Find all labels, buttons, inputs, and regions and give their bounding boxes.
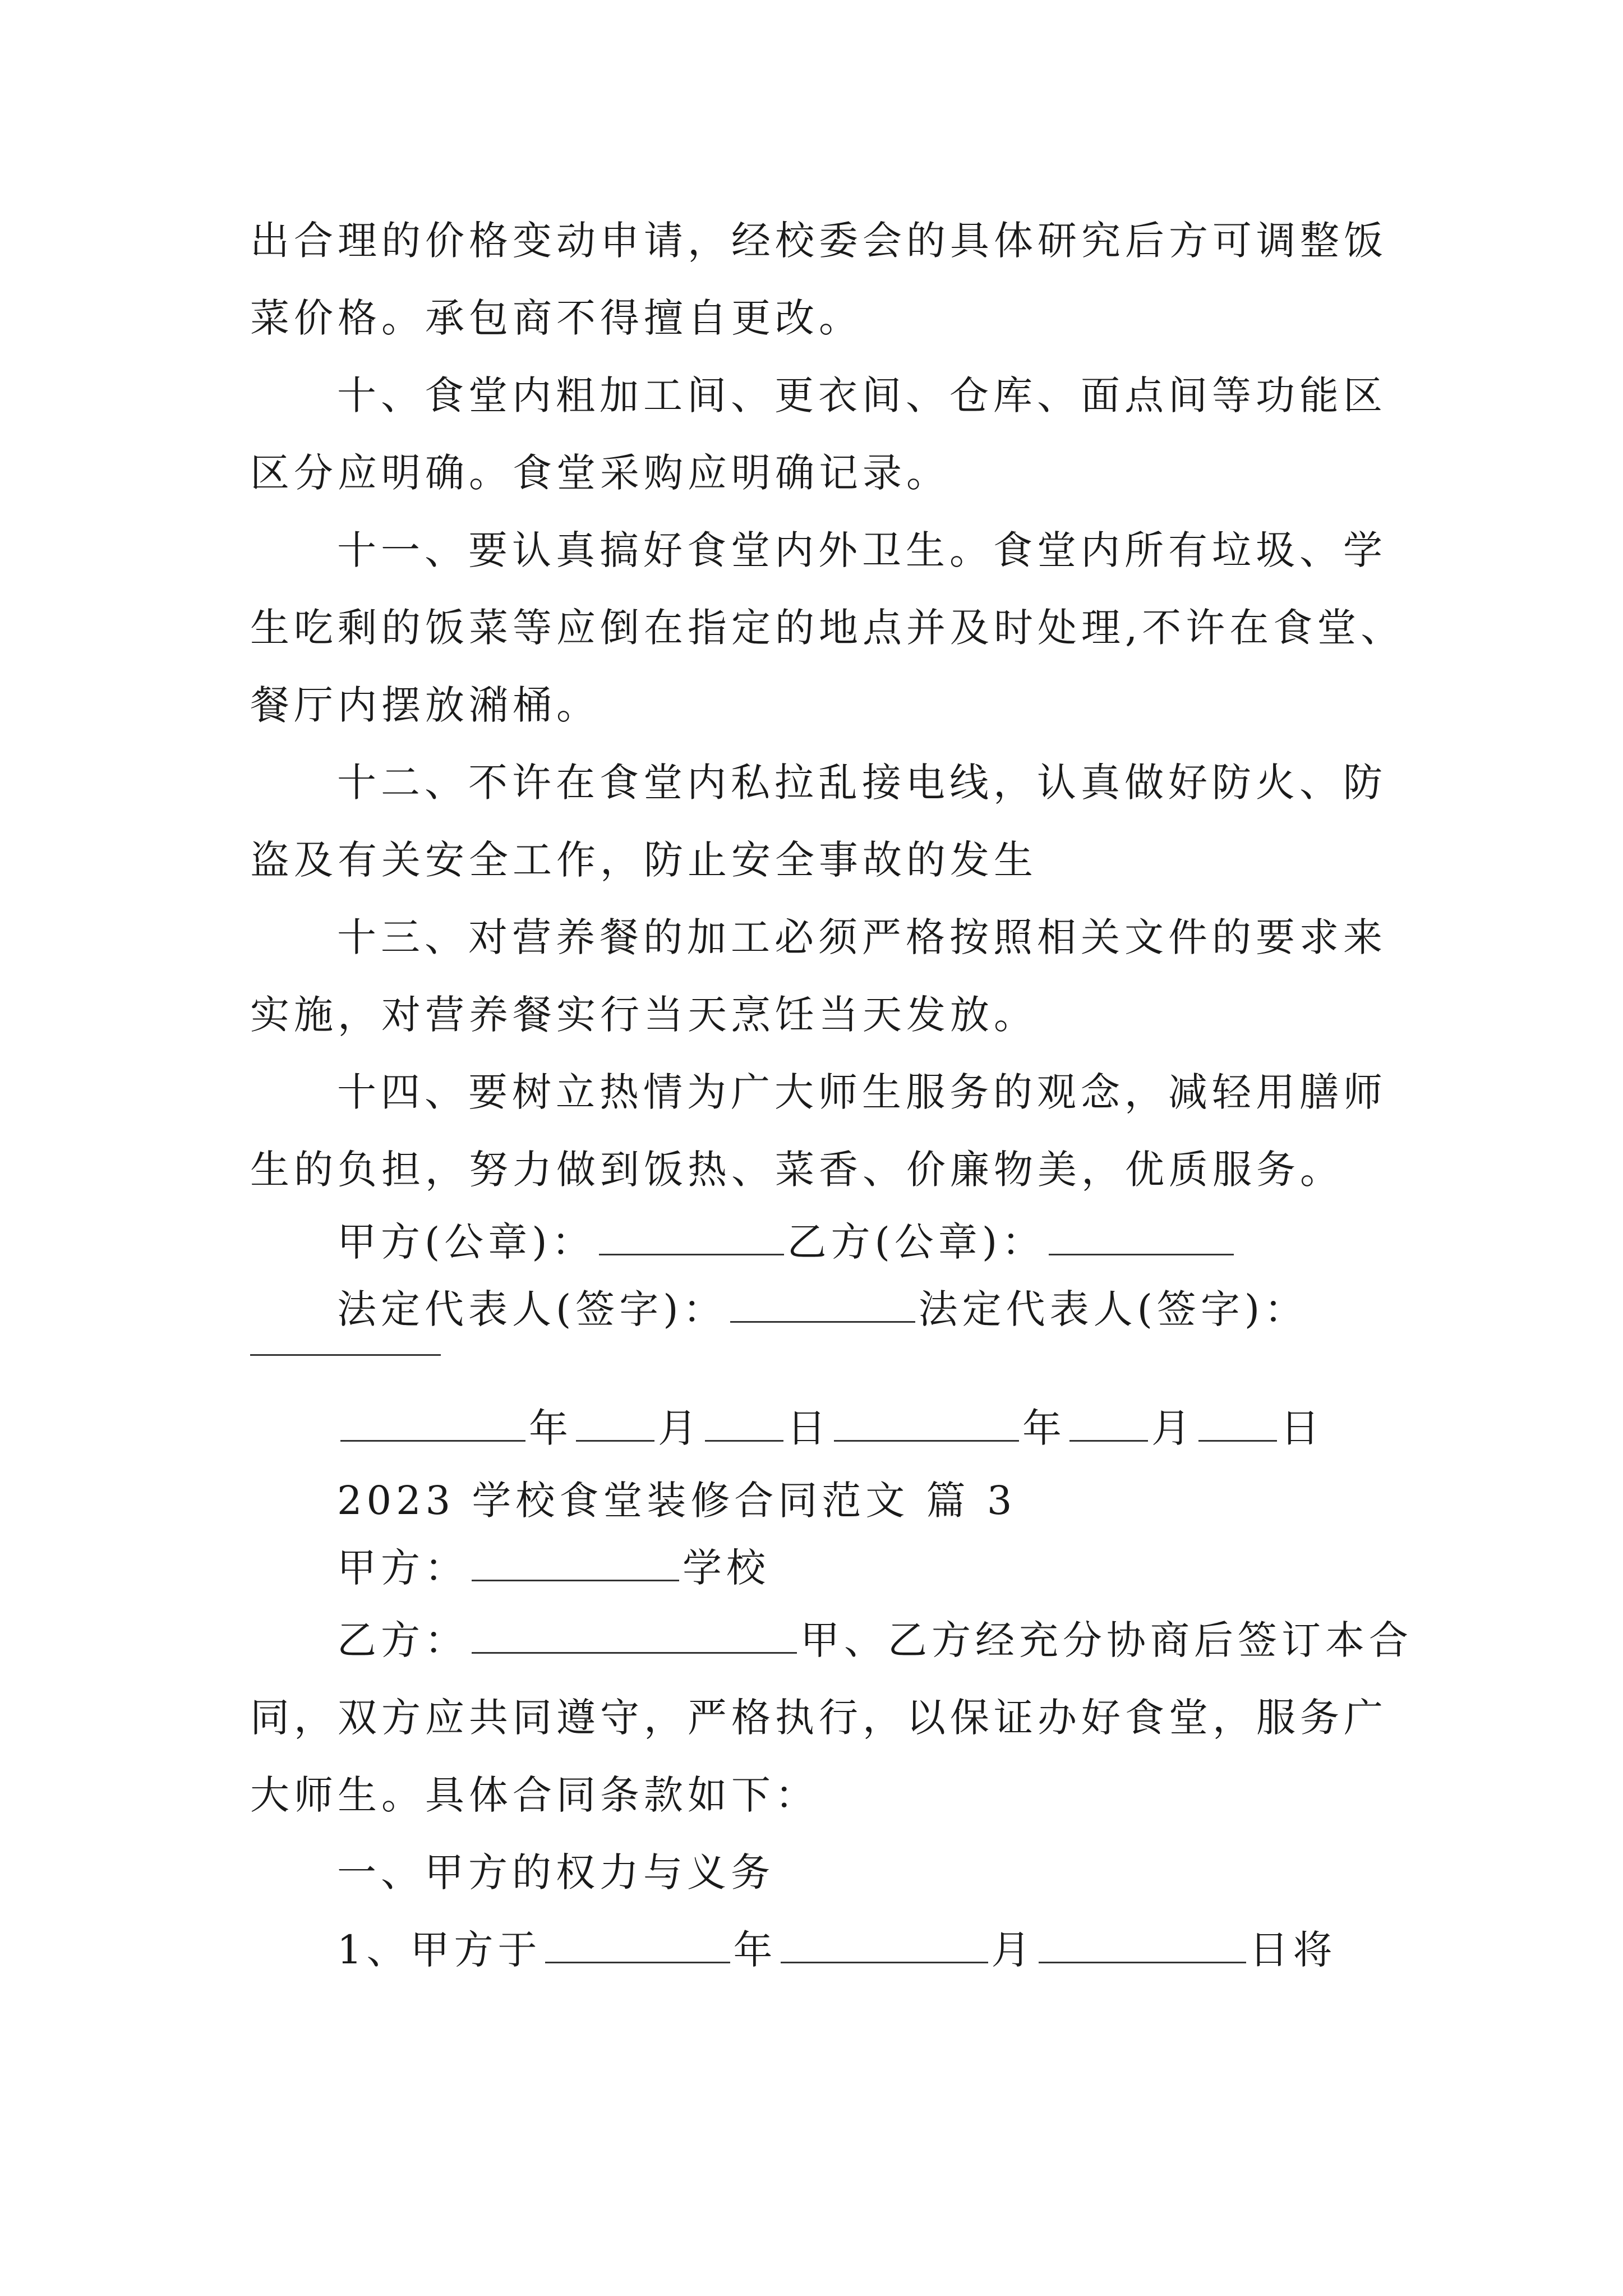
party-b-blank <box>472 1621 797 1654</box>
clause-11: 十一、要认真搞好食堂内外卫生。食堂内所有垃圾、学 <box>337 527 1387 573</box>
party-b-line <box>250 1602 1413 1679</box>
party-a-line <box>250 1534 1389 1602</box>
party-a-suffix: 学校 <box>683 1545 770 1591</box>
paragraph-line: 生吃剩的饭菜等应倒在指定的地点并及时处理,不许在食堂、 <box>250 605 1405 651</box>
paragraph-line: 区分应明确。食堂采购应明确记录。 <box>250 450 950 496</box>
party-a-seal-label: 甲方(公章)： <box>337 1219 596 1265</box>
date-line <box>250 1389 1389 1467</box>
section-title: 2023 学校食堂装修合同范文 篇 3 <box>337 1478 1017 1524</box>
clause-13: 十三、对营养餐的加工必须严格按照相关文件的要求来 <box>337 914 1387 960</box>
paragraph-line: 出合理的价格变动申请，经校委会的具体研究后方可调整饭 <box>250 218 1387 264</box>
clause-12: 十二、不许在食堂内私拉乱接电线，认真做好防火、防 <box>337 760 1387 806</box>
legal-rep-b-label: 法定代表人(签字)： <box>918 1286 1308 1332</box>
clause-14: 十四、要树立热情为广大师生服务的观念，减轻用膳师 <box>337 1069 1387 1115</box>
item-1-month-blank <box>781 1930 988 1963</box>
seal-line <box>250 1208 1389 1276</box>
legal-rep-a-blank <box>730 1290 915 1323</box>
item-1-day-blank <box>1039 1930 1246 1963</box>
paragraph-line: 同，双方应共同遵守，严格执行，以保证办好食堂，服务广 <box>250 1695 1387 1741</box>
month-label-2: 月 <box>1151 1405 1195 1451</box>
item-1-prefix: 1、甲方于 <box>337 1927 542 1973</box>
party-b-seal-blank <box>1049 1222 1234 1255</box>
party-a-blank <box>472 1548 679 1581</box>
party-b-seal-label: 乙方(公章)： <box>787 1219 1046 1265</box>
paragraph-line: 菜价格。承包商不得擅自更改。 <box>250 295 863 341</box>
paragraph-line: 生的负担，努力做到饭热、菜香、价廉物美，优质服务。 <box>250 1147 1344 1193</box>
month-blank <box>576 1409 654 1442</box>
document-page <box>250 202 1413 1989</box>
party-a-label: 甲方： <box>337 1545 468 1591</box>
day-blank-2 <box>1198 1409 1277 1442</box>
party-a-seal-blank <box>599 1222 784 1255</box>
item-1-year: 年 <box>733 1927 777 1973</box>
legal-rep-b-blank <box>250 1354 441 1356</box>
item-1-line <box>250 1911 1389 1989</box>
year-label-2: 年 <box>1022 1405 1066 1451</box>
day-blank <box>705 1409 783 1442</box>
paragraph-line: 餐厅内摆放潲桶。 <box>250 682 600 728</box>
item-1-year-blank <box>545 1930 730 1963</box>
legal-rep-a-label: 法定代表人(签字)： <box>337 1286 727 1332</box>
heading-party-a-rights: 一、甲方的权力与义务 <box>337 1849 774 1895</box>
item-1-day: 日将 <box>1249 1927 1337 1973</box>
party-b-label: 乙方： <box>337 1617 468 1663</box>
year-blank-2 <box>834 1409 1019 1442</box>
item-1-month: 月 <box>991 1927 1035 1973</box>
paragraph-line: 盗及有关安全工作，防止安全事故的发生 <box>250 837 1038 883</box>
month-label: 月 <box>658 1405 702 1451</box>
paragraph-line: 大师生。具体合同条款如下： <box>250 1772 819 1818</box>
day-label-2: 日 <box>1280 1405 1324 1451</box>
month-blank-2 <box>1069 1409 1148 1442</box>
legal-rep-line <box>250 1276 1389 1343</box>
year-label: 年 <box>529 1405 573 1451</box>
day-label: 日 <box>787 1405 831 1451</box>
paragraph-line: 实施，对营养餐实行当天烹饪当天发放。 <box>250 992 1038 1038</box>
clause-10: 十、食堂内粗加工间、更衣间、仓库、面点间等功能区 <box>337 372 1387 418</box>
year-blank <box>340 1409 525 1442</box>
party-b-text: 甲、乙方经充分协商后签订本合 <box>800 1617 1413 1663</box>
